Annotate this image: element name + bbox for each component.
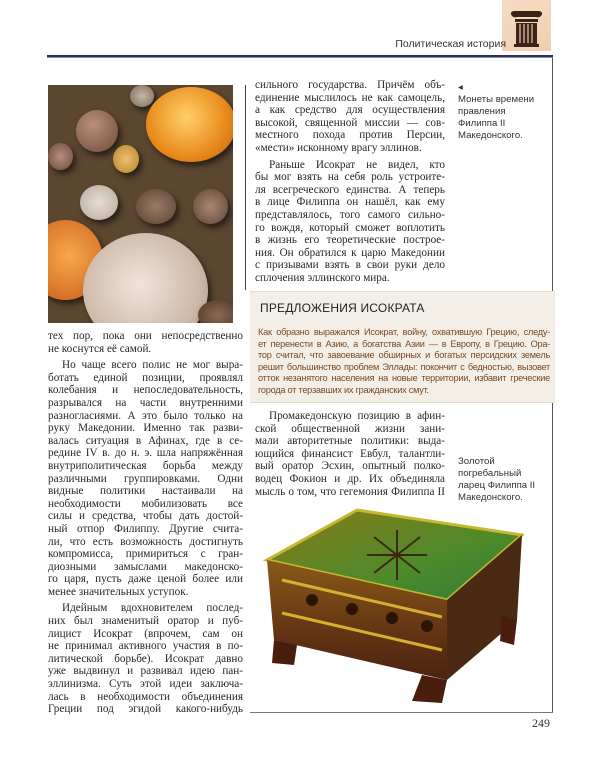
paragraph: [48, 359, 243, 598]
text-line: уже выдвинул и развивал идею пан-: [48, 665, 243, 678]
paragraph: [48, 602, 243, 715]
text-line: разрывался на части внутренними: [48, 396, 243, 409]
text-line: силы и средства, чтобы дать достой-: [48, 510, 243, 523]
text-line: видные политики настаивали на: [48, 485, 243, 498]
text-line: высокой, священной миссии — сов-: [255, 116, 445, 129]
sidebar-line: Как образно выражался Исократ, войну, охватившую Грецию, следу-: [258, 327, 550, 337]
text-line: го вождя, который сможет воплотить: [255, 221, 445, 234]
text-line: внутриполитическая борьба между: [48, 459, 243, 472]
text-line: сплочения эллинского мира.: [255, 271, 390, 284]
text-line: представлялось, того самого сильно-: [255, 208, 445, 221]
text-line: «мести» исконному врагу эллинов.: [255, 141, 422, 154]
header-rule: [47, 55, 553, 58]
caption-line: правления: [458, 106, 506, 117]
text-line: с призывами взять в свои руки дело: [255, 259, 445, 272]
text-line: Но чаще всего полис не мог выра-: [62, 359, 243, 372]
text-line: них был знаменитый оратор и пуб-: [48, 615, 243, 628]
text-line: сильного государства. Причём объ-: [255, 79, 445, 91]
paragraph: [255, 410, 445, 498]
text-line: ющийся финансист Евбул, талантли-: [255, 447, 445, 460]
text-line: ли, что есть возможность достигнуть: [48, 535, 243, 548]
text-line: а как средство для осуществления: [255, 104, 445, 117]
text-line: Греции под эгидой какого-нибудь: [48, 703, 243, 716]
text-line: ния. Он обратился к царю Македонии: [255, 246, 445, 259]
text-line: литической борьбе). Исократ давно: [48, 652, 243, 665]
text-line: руку Македонии. Именно так разви-: [48, 422, 243, 435]
caption-line: Монеты времени: [458, 94, 535, 105]
section-icon-tile: [502, 0, 551, 51]
paragraph: [255, 79, 445, 155]
sidebar-line: ет перенести в Азию, а богатства Азии — в Европу, в Грецию. Ора-: [258, 338, 550, 349]
text-line: единение мыслилось не как самоцель,: [255, 91, 445, 104]
text-line: лась в необходимости объединения: [48, 690, 243, 703]
chest-caption: [458, 456, 535, 504]
text-line: мысль о том, что гегемония Филиппа II: [255, 485, 445, 498]
text-line: водец Фокион и др. Их объединяла: [255, 472, 445, 485]
text-line: Промакедонскую позицию в афин-: [269, 410, 445, 422]
ionic-column-icon: [502, 0, 551, 51]
sidebar-line: города от терзавших их гражданских смут.: [258, 384, 429, 395]
text-line: ской общественной жизни зани-: [255, 422, 445, 435]
text-line: менее значительных уступок.: [48, 585, 189, 598]
text-line: не коснутся её самой.: [48, 342, 152, 355]
text-line: колебания и непоследовательность,: [48, 384, 243, 397]
sidebar-line: отток незанятого населения на новые территории, избавит греческие: [258, 373, 550, 384]
sidebar-body: [258, 327, 550, 397]
paragraph: [48, 330, 243, 355]
text-line: компромисса, примириться с гран-: [48, 548, 243, 561]
text-line: не принимал активного участия в по-: [48, 640, 243, 653]
text-column-middle-top: [255, 79, 445, 285]
text-line: Раньше Исократ не видел, кто: [269, 158, 445, 171]
text-line: ботать единой позиции, проявлял: [48, 371, 243, 384]
sidebar-box: [250, 291, 555, 403]
text-line: в жизнь его теоретические построе-: [255, 234, 445, 247]
caption-line: погребальный: [458, 468, 522, 479]
text-line: в лице Филиппа он нашёл, как ему: [255, 196, 445, 209]
caption-arrow-icon: ◂: [458, 82, 463, 93]
text-line: диозными замыслами македонско-: [48, 560, 243, 573]
text-line: валась ситуация в Афинах, где в се-: [48, 434, 243, 447]
caption-line: Македонского.: [458, 130, 523, 141]
coins-caption: [458, 82, 534, 142]
text-column-middle-bottom: [255, 410, 445, 498]
text-line: местного похода против Персии,: [255, 129, 445, 142]
text-line: лицист Исократ (впрочем, сам он: [48, 627, 243, 640]
text-line: Идейным вдохновителем послед-: [62, 602, 243, 615]
caption-line: Македонского.: [458, 492, 523, 503]
text-line: го царя, пусть даже ценой более или: [48, 573, 243, 586]
golden-chest-photo: [262, 505, 524, 705]
caption-line: Золотой: [458, 456, 495, 467]
text-line: разногласиями. А это было только на: [48, 409, 243, 422]
text-line: мали авторитетные политики: выда-: [255, 435, 445, 448]
text-column-left: [48, 330, 243, 716]
running-header: Политическая история: [395, 38, 506, 50]
text-line: различными группировками. Одни: [48, 472, 243, 485]
sidebar-title: ПРЕДЛОЖЕНИЯ ИСОКРАТА: [260, 301, 425, 315]
text-line: необходимости мобилизовать все: [48, 497, 243, 510]
text-line: эллинизма. Суть этой идеи заключа-: [48, 678, 243, 691]
column-divider: [245, 85, 246, 290]
text-line: ля всегреческого единства. А теперь: [255, 183, 445, 196]
page-border-bottom: [250, 712, 553, 713]
page-number: 249: [532, 716, 550, 730]
text-line: вый оратор Эсхин, опытный полко-: [255, 460, 445, 473]
caption-line: ларец Филиппа II: [458, 480, 536, 491]
sidebar-line: тор считал, что завоевание обширных и богатых персидских земель: [258, 350, 550, 361]
text-line: тех пор, пока они непосредственно: [48, 330, 243, 342]
coins-photo: [48, 85, 233, 323]
text-line: ный отпор Филиппу. Другие счита-: [48, 522, 243, 535]
caption-line: Филиппа II: [458, 118, 506, 129]
text-line: редине IV в. до н. э. шла напряжённая: [48, 447, 243, 460]
text-line: бы мог взять на себя роль устроите-: [255, 171, 445, 184]
paragraph: [255, 159, 445, 285]
sidebar-line: решит большинство проблем Эллады: покончит с бедностью, вызовет: [258, 361, 550, 372]
